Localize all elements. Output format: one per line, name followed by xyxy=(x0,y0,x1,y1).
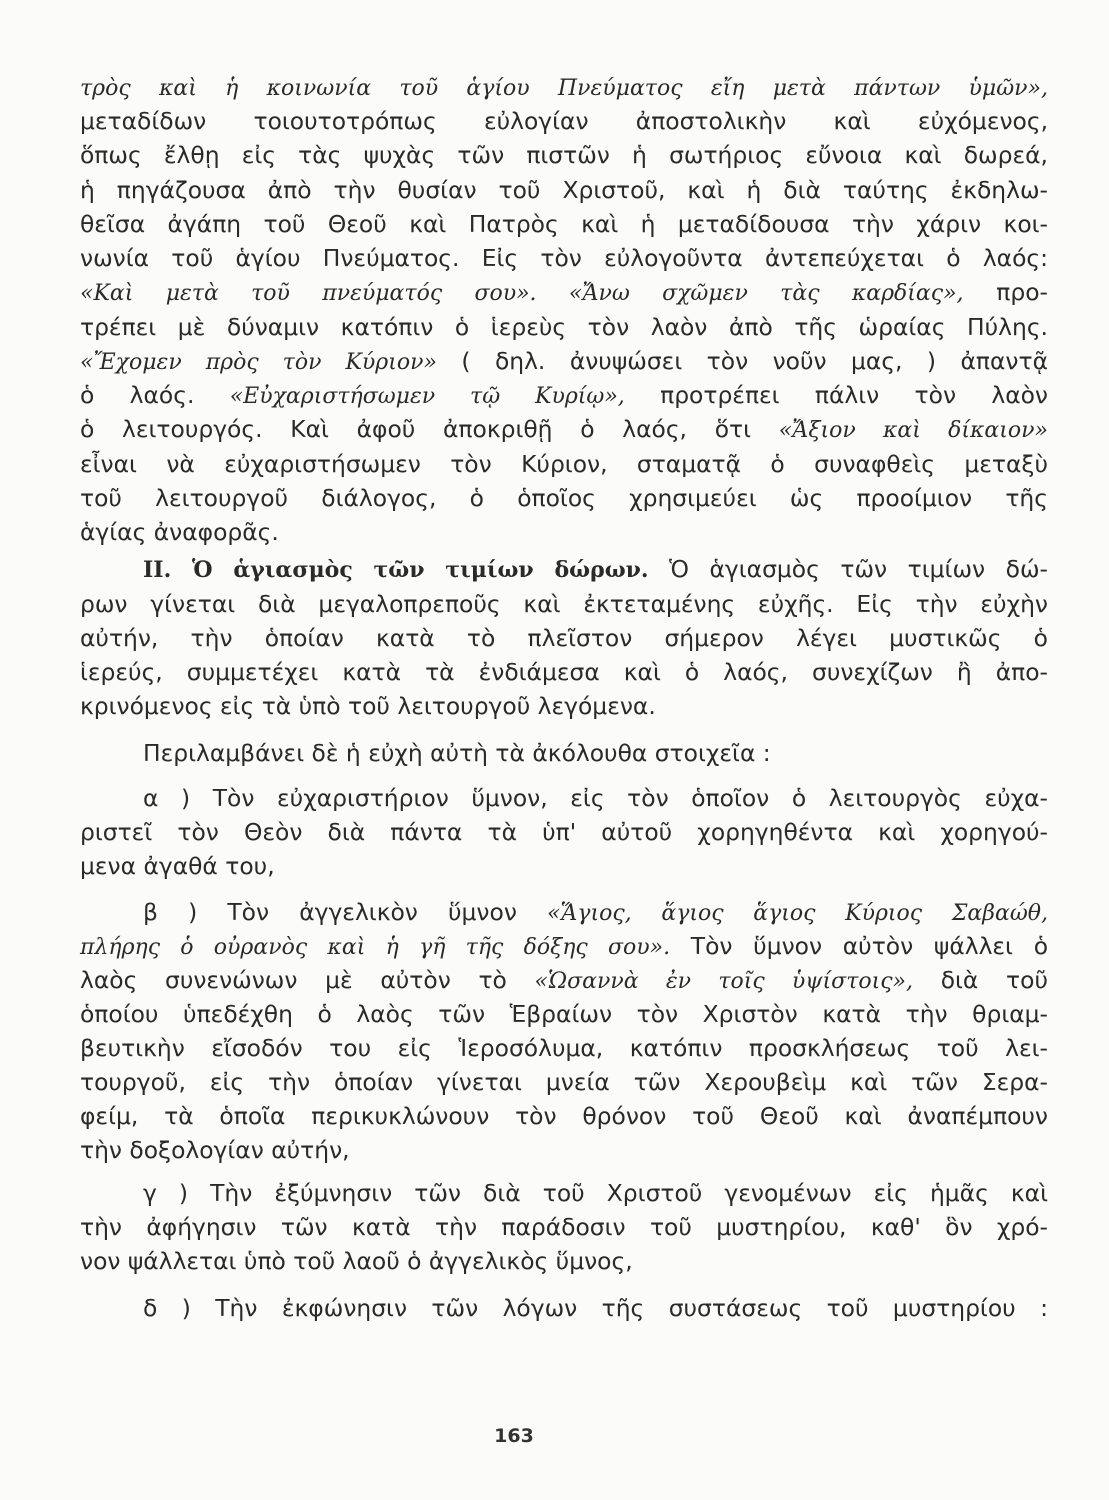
text-run: ἱερεύς, συμμετέχει κατὰ τὰ ἐνδιάμεσα καὶ ὁ λαός, συνεχίζων ἢ ἀπο- xyxy=(80,658,1048,686)
italic-quote: «Ἔχομεν πρὸς τὸν Κύριον» xyxy=(80,350,437,375)
text-line xyxy=(80,621,1048,655)
text-line xyxy=(80,1244,1048,1278)
text-line xyxy=(80,207,1048,241)
text-run: ὁ λειτουργός. Καὶ ἀφοῦ ἀποκριθῇ ὁ λαός, ὅτι xyxy=(80,415,779,443)
text-run: λαὸς συνενώνων μὲ αὐτὸν τὸ xyxy=(80,966,535,994)
text-line xyxy=(80,481,1048,515)
text-line xyxy=(80,70,1048,106)
text-run: κρινόμενος εἰς τὰ ὑπὸ τοῦ λειτουργοῦ λεγόμενα. xyxy=(80,692,656,720)
text-run: βευτικὴν εἴσοδόν του εἰς Ἱεροσόλυμα, κατόπιν προσκλήσεως τοῦ λει- xyxy=(80,1034,1048,1062)
text-run: Περιλαμβάνει δὲ ἡ εὐχὴ αὐτὴ τὰ ἀκόλουθα στοιχεῖα : xyxy=(143,739,771,767)
text-line xyxy=(80,412,1048,448)
italic-quote: τρὸς καὶ ἡ κοινωνία τοῦ ἁγίου Πνεύματος εἴη μετὰ πάντων ὑμῶν», xyxy=(80,76,1048,101)
section-heading: II. Ὁ ἁγιασμὸς τῶν τιμίων δώρων. xyxy=(143,557,649,583)
text-run: ἁγίας ἀναφορᾶς. xyxy=(80,518,279,546)
text-line xyxy=(80,963,1048,999)
text-run: προ- xyxy=(963,278,1048,306)
text-line xyxy=(80,344,1048,380)
text-run: τουργοῦ, εἰς τὴν ὁποίαν γίνεται μνεία τῶν Χερουβεὶμ καὶ τῶν Σερα- xyxy=(80,1068,1048,1096)
italic-quote: «Ὡσαννὰ ἐν τοῖς ὑψίστοις», xyxy=(534,969,914,994)
text-line xyxy=(80,275,1048,311)
text-line xyxy=(80,173,1048,207)
text-line xyxy=(80,689,1048,723)
text-line xyxy=(143,736,1048,770)
text-run: φείμ, τὰ ὁποῖα περικυκλώνουν τὸν θρόνον τοῦ Θεοῦ καὶ ἀναπέμπουν xyxy=(80,1102,1048,1130)
text-line xyxy=(80,929,1048,965)
italic-quote: «Εὐχαριστήσωμεν τῷ Κυρίῳ», xyxy=(229,384,625,409)
text-run: μεταδίδων τοιουτοτρόπως εὐλογίαν ἀποστολικὴν καὶ εὐχόμενος, xyxy=(80,107,1048,135)
text-run: ( δηλ. ἀνυψώσει τὸν νοῦν μας, ) ἀπαντᾷ xyxy=(436,347,1048,375)
text-line xyxy=(80,104,1048,138)
text-run: γ ) Τὴν ἐξύμνησιν τῶν διὰ τοῦ Χριστοῦ γενομένων εἰς ἡμᾶς καὶ xyxy=(143,1179,1048,1207)
text-line xyxy=(143,552,1048,587)
text-run: αὐτήν, τὴν ὁποίαν κατὰ τὸ πλεῖστον σήμερον λέγει μυστικῶς ὁ xyxy=(80,624,1048,652)
text-run: δ ) Τὴν ἐκφώνησιν τῶν λόγων τῆς συστάσεως τοῦ μυστηρίου : xyxy=(143,1294,1048,1322)
text-line xyxy=(80,138,1048,172)
text-line xyxy=(80,655,1048,689)
text-run: διὰ τοῦ xyxy=(913,966,1048,994)
text-run: προτρέπει πάλιν τὸν λαὸν xyxy=(624,381,1048,409)
text-run: νον ψάλλεται ὑπὸ τοῦ λαοῦ ὁ ἀγγελικὸς ὕμνος, xyxy=(80,1247,633,1275)
text-line xyxy=(80,241,1048,275)
text-run: μενα ἀγαθά του, xyxy=(80,852,275,880)
text-line xyxy=(80,1031,1048,1065)
italic-quote: πλήρης ὁ οὐρανὸς καὶ ἡ γῆ τῆς δόξης σου». xyxy=(80,935,671,960)
text-line xyxy=(80,1133,1048,1167)
text-line xyxy=(80,1210,1048,1244)
text-line xyxy=(80,1099,1048,1133)
text-run: ὁ λαός. xyxy=(80,381,230,409)
text-run: β ) Τὸν ἀγγελικὸν ὕμνον xyxy=(143,898,548,926)
text-run: Τὸν ὕμνον αὐτὸν ψάλλει ὁ xyxy=(670,932,1049,960)
text-line xyxy=(80,849,1048,883)
text-run: τρέπει μὲ δύναμιν κατόπιν ὁ ἱερεὺς τὸν λαὸν ἀπὸ τῆς ὡραίας Πύλης. xyxy=(80,313,1048,341)
italic-quote: «Ἄξιον καὶ δίκαιον» xyxy=(778,418,1048,443)
text-run: τοῦ λειτουργοῦ διάλογος, ὁ ὁποῖος χρησιμεύει ὡς προοίμιον τῆς xyxy=(80,484,1048,512)
italic-quote: «Καὶ μετὰ τοῦ πνεύματός σου». «Ἄνω σχῶμεν τὰς καρδίας», xyxy=(80,281,964,306)
italic-quote: «Ἅγιος, ἅγιος ἅγιος Κύριος Σαβαώθ, xyxy=(547,901,1048,926)
text-run: νωνία τοῦ ἁγίου Πνεύματος. Εἰς τὸν εὐλογοῦντα ἀντεπεύχεται ὁ λαός: xyxy=(80,244,1048,272)
text-line xyxy=(143,895,1048,931)
page-number: 163 xyxy=(494,1425,534,1447)
text-line xyxy=(80,515,1048,549)
text-run: ὅπως ἔλθῃ εἰς τὰς ψυχὰς τῶν πιστῶν ἡ σωτήριος εὔνοια καὶ δωρεά, xyxy=(80,141,1048,169)
text-run: ὁποίου ὑπεδέχθη ὁ λαὸς τῶν Ἑβραίων τὸν Χριστὸν κατὰ τὴν θριαμ- xyxy=(80,1000,1048,1028)
text-line xyxy=(80,587,1048,621)
text-line xyxy=(80,378,1048,414)
text-run: α ) Τὸν εὐχαριστήριον ὕμνον, εἰς τὸν ὁποῖον ὁ λειτουργὸς εὐχα- xyxy=(143,784,1048,812)
text-line xyxy=(143,1291,1048,1325)
text-line xyxy=(143,1176,1048,1210)
text-run: εἶναι νὰ εὐχαριστήσωμεν τὸν Κύριον, σταματᾷ ὁ συναφθεὶς μεταξὺ xyxy=(80,450,1048,478)
book-page xyxy=(80,70,1048,1450)
text-run: τὴν ἀφήγησιν τῶν κατὰ τὴν παράδοσιν τοῦ μυστηρίου, καθ' ὃν χρό- xyxy=(80,1213,1048,1241)
text-line xyxy=(80,447,1048,481)
text-line xyxy=(80,815,1048,849)
text-run: ρων γίνεται διὰ μεγαλοπρεποῦς καὶ ἐκτεταμένης εὐχῆς. Εἰς τὴν εὐχὴν xyxy=(80,590,1048,618)
text-line xyxy=(143,781,1048,815)
text-run: θεῖσα ἀγάπη τοῦ Θεοῦ καὶ Πατρὸς καὶ ἡ μεταδίδουσα τὴν χάριν κοι- xyxy=(80,210,1048,238)
text-run: τὴν δοξολογίαν αὐτήν, xyxy=(80,1136,350,1164)
text-run: ἡ πηγάζουσα ἀπὸ τὴν θυσίαν τοῦ Χριστοῦ, καὶ ἡ διὰ ταύτης ἐκδηλω- xyxy=(80,176,1048,204)
text-line xyxy=(80,997,1048,1031)
text-run: Ὁ ἁγιασμὸς τῶν τιμίων δώ- xyxy=(648,555,1048,583)
text-line xyxy=(80,310,1048,344)
text-run: ριστεῖ τὸν Θεὸν διὰ πάντα τὰ ὑπ' αὐτοῦ χορηγηθέντα καὶ χορηγού- xyxy=(80,818,1048,846)
text-line xyxy=(80,1065,1048,1099)
